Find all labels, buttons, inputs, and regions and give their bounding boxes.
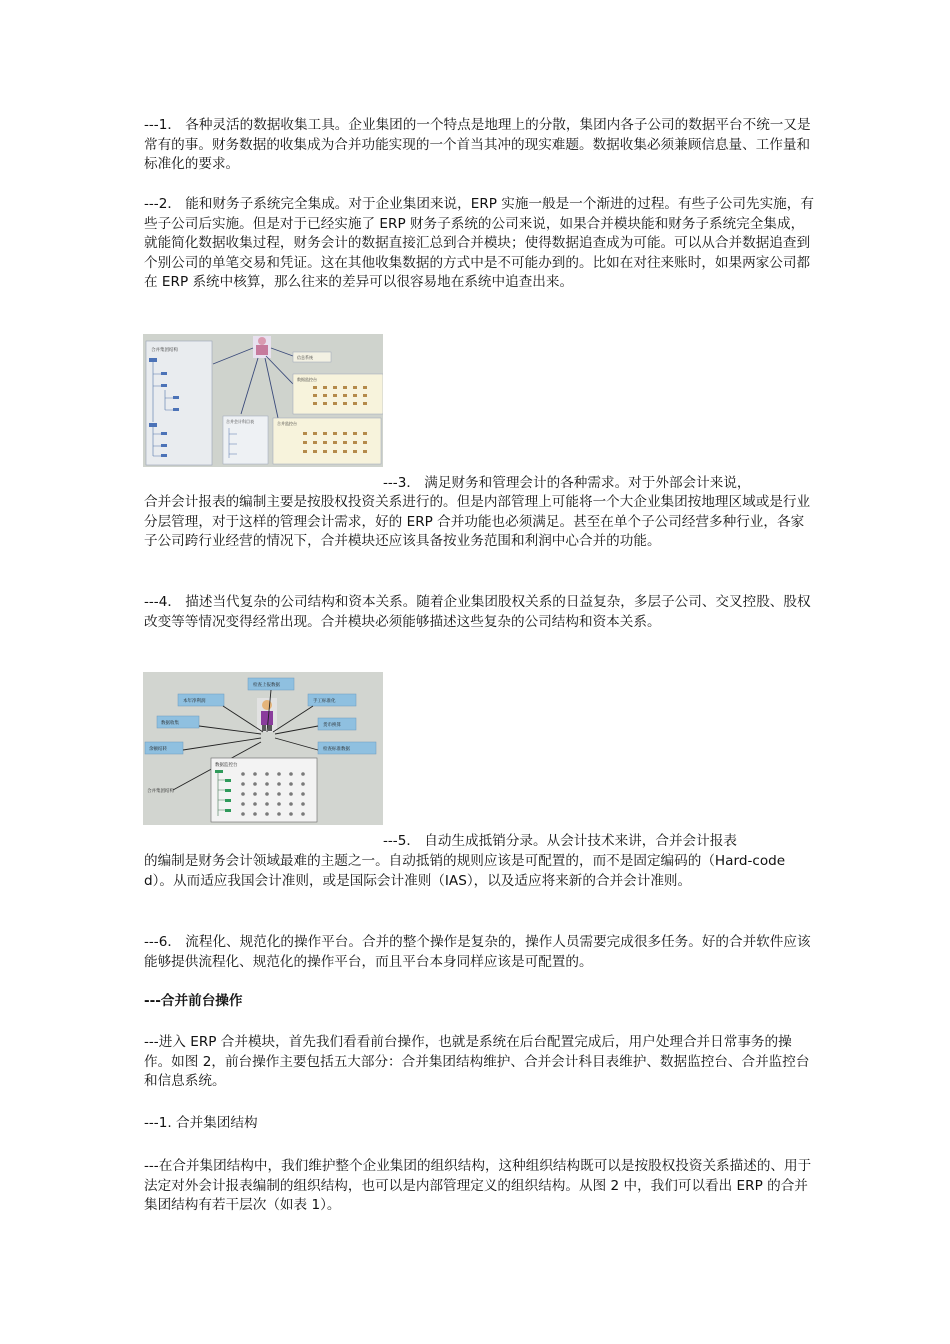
paragraph-3-first-line: ---3． 满足财务和管理会计的各种需求。对于外部会计来说， [383, 475, 751, 491]
paragraph-6: ---6． 流程化、规范化的操作平台。合并的整个操作是复杂的，操作人员需要完成很多任务。好的合并软件应该能够提供流程化、规范化的操作平台，而且平台本身同样应该是可配置的。 [144, 934, 811, 970]
paragraph-5-first-line: ---5． 自动生成抵销分录。从会计技术来讲，合并会计报表 [383, 833, 737, 849]
fig2-label-1: 检查上报数据 [253, 683, 280, 688]
paragraph-7: ---进入 ERP 合并模块，首先我们看看前台操作，也就是系统在后台配置完成后，用户处理合并日常事务的操作。如图 2，前台操作主要包括五大部分：合并集团结构维护、合并会计科目表维护、数据监控台、合并监控台和信息系统。 [144, 1034, 810, 1090]
subheading-group-structure: ---1. 合并集团结构 [144, 1115, 258, 1131]
fig1-coa-label: 合并会计科目表 [226, 419, 254, 424]
paragraph-3: 合并会计报表的编制主要是按股权投资关系进行的。但是内部管理上可能将一个大企业集团按地理区域或是行业分层管理，对于这样的管理会计需求，好的 ERP 合并功能也必须满足。甚至在单个子公司经营多种行业，各家子公司跨行业经营的情况下，合并模块还应该具备按业务范围和利润中心合并的功能。 [144, 494, 811, 550]
fig2-label-5: 货币换算 [323, 723, 341, 728]
section-heading: ---合并前台操作 [144, 993, 243, 1009]
fig2-group-label: 合并集团结构 [147, 789, 174, 794]
fig2-label-4: 数据收集 [161, 721, 179, 726]
fig1-info-label: 信息系统 [297, 355, 313, 360]
figure-data-monitor [143, 672, 383, 825]
fig2-label-7: 检查标准数据 [323, 747, 350, 752]
paragraph-2: ---2． 能和财务子系统完全集成。对于企业集团来说，ERP 实施一般是一个渐进的过程。有些子公司先实施，有些子公司后实施。但是对于已经实施了 ERP 财务子系统的公司来说，如果合并模块能和财务子系统完全集成，就能简化数据收集过程，财务会计的数据直接汇总到合并模块；使得数据追查成为可能。可以从合并数据追查到个别公司的单笔交易和凭证。这在其他收集数据的方式中是不可能办到的。比如在对往来账时，如果两家公司都在 ERP 系统中核算，那么往来的差异可以很容易地在系统中追查出来。 [144, 196, 814, 291]
fig1-cons-label: 合并监控台 [277, 421, 297, 426]
paragraph-8: ---在合并集团结构中，我们维护整个企业集团的组织结构，这种组织结构既可以是按股权投资关系描述的、用于法定对外会计报表编制的组织结构，也可以是内部管理定义的组织结构。从图 2 中，我们可以看出 ERP 的合并集团结构有若干层次（如表 1）。 [144, 1158, 812, 1214]
fig2-label-2: 本年净利润 [183, 699, 206, 704]
fig2-monitor-label: 数据监控台 [215, 763, 238, 768]
paragraph-4: ---4． 描述当代复杂的公司结构和资本关系。随着企业集团股权关系的日益复杂，多层子公司、交叉控股、股权改变等等情况变得经常出现。合并模块必须能够描述这些复杂的公司结构和资本关系。 [144, 594, 811, 630]
paragraph-5: 的编制是财务会计领域最难的主题之一。自动抵销的规则应该是可配置的，而不是固定编码的（Hard-coded）。从而适应我国会计准则，或是国际会计准则（IAS），以及适应将来新的合并会计准则。 [144, 853, 786, 889]
fig1-main-label: 合并集团结构 [151, 348, 178, 353]
fig2-label-6: 余额结转 [149, 747, 167, 752]
figure-consolidation-overview [143, 334, 383, 467]
fig1-data-label: 数据监控台 [297, 377, 317, 382]
fig2-label-3: 手工标准化 [313, 699, 336, 704]
paragraph-1: ---1． 各种灵活的数据收集工具。企业集团的一个特点是地理上的分散，集团内各子公司的数据平台不统一又是常有的事。财务数据的收集成为合并功能实现的一个首当其冲的现实难题。数据收集必须兼顾信息量、工作量和标准化的要求。 [144, 117, 811, 173]
